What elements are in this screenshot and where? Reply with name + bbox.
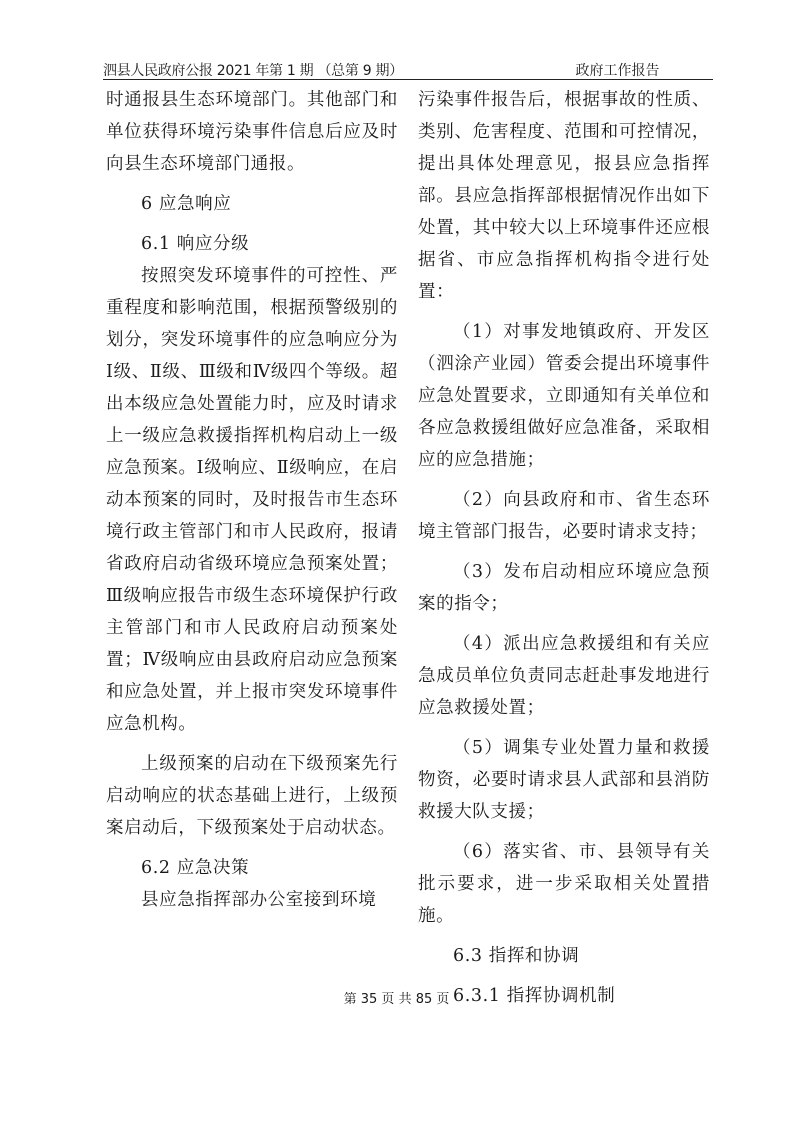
list-item: （1）对事发地镇政府、开发区（泗涂产业园）管委会提出环境事件应急处置要求，立即通知有关单位和各应急救援组做好应急准备，采取相应的应急措施； — [418, 322, 710, 470]
page-number: 第 35 页 共 85 页 — [343, 992, 450, 1007]
paragraph: 时通报县生态环境部门。其他部门和单位获得环境污染事件信息后应及时向县生态环境部门通报。 — [106, 90, 398, 174]
header-section-title: 政府工作报告 — [575, 63, 660, 79]
section-heading: 6 应急响应 — [141, 194, 232, 214]
list-item: （6）落实省、市、县领导有关批示要求，进一步采取相关处置措施。 — [418, 842, 710, 926]
list-item: （5）调集专业处置力量和救援物资，必要时请求县人武部和县消防救援大队支援； — [418, 738, 710, 822]
subsection-heading: 6.3.1 指挥协调机制 — [453, 986, 616, 1006]
left-text-column — [106, 84, 398, 916]
header-publication-title: 泗县人民政府公报 2021 年第 1 期 （总第 9 期） — [103, 63, 403, 79]
paragraph: 按照突发环境事件的可控性、严重程度和影响范围，根据预警级别的划分，突发环境事件的应急响应分为Ⅰ级、Ⅱ级、Ⅲ级和Ⅳ级四个等级。超出本级应急处置能力时，应及时请求上一级应急救援指挥机构启动上一级应急预案。Ⅰ级响应、Ⅱ级响应，在启动本预案的同时，及时报告市生态环境行政主管部门和市人民政府，报请省政府启动省级环境应急预案处置；Ⅲ级响应报告市级生态环境保护行政主管部门和市人民政府启动预案处置；Ⅳ级响应由县政府启动应急预案和应急处置，并上报市突发环境事件应急机构。 — [106, 266, 398, 734]
subsection-heading: 6.2 应急决策 — [141, 858, 250, 878]
header-divider — [103, 79, 713, 80]
paragraph: 上级预案的启动在下级预案先行启动响应的状态基础上进行，上级预案启动后，下级预案处于启动状态。 — [106, 754, 398, 838]
paragraph: 污染事件报告后，根据事故的性质、类别、危害程度、范围和可控情况，提出具体处理意见，报县应急指挥部。县应急指挥部根据情况作出如下处置，其中较大以上环境事件还应根据省、市应急指挥机构指令进行处置： — [418, 90, 710, 302]
right-text-column — [418, 84, 710, 1012]
subsection-heading: 6.1 响应分级 — [141, 234, 250, 254]
subsection-heading: 6.3 指挥和协调 — [453, 946, 580, 966]
paragraph: 县应急指挥部办公室接到环境 — [141, 890, 377, 910]
list-item: （4）派出应急救援组和有关应急成员单位负责同志赶赴事发地进行应急救援处置； — [418, 634, 710, 718]
list-item: （2）向县政府和市、省生态环境主管部门报告，必要时请求支持； — [418, 490, 710, 542]
list-item: （3）发布启动相应环境应急预案的指令； — [418, 562, 710, 614]
